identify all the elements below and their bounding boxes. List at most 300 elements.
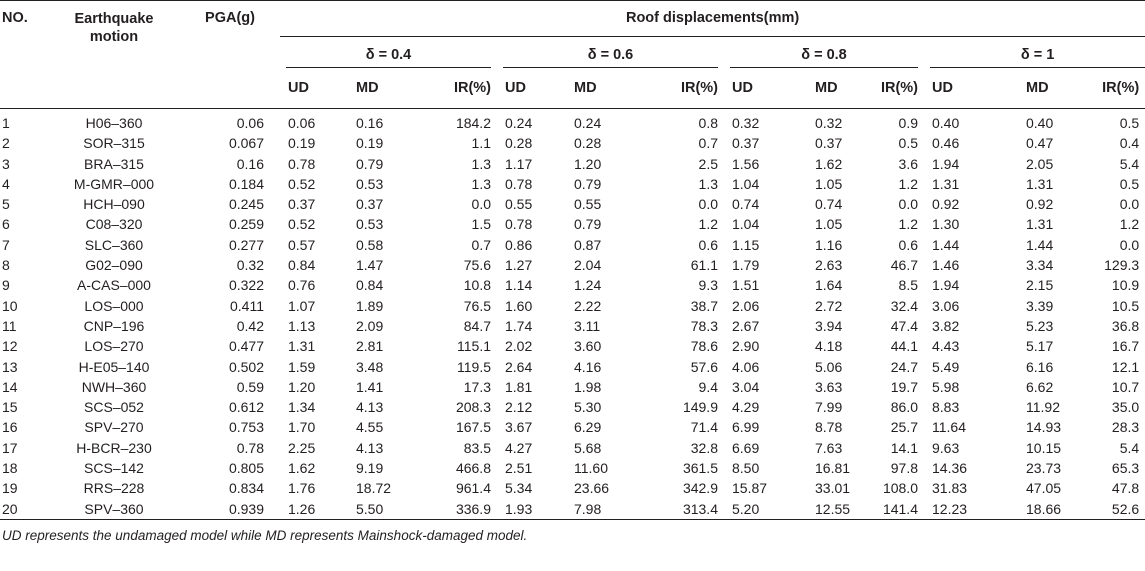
cell-earthquake: A-CAS–000 <box>77 277 151 294</box>
cell-ud: 9.63 <box>932 439 960 456</box>
cell-md: 1.44 <box>1026 236 1054 253</box>
cell-md: 1.98 <box>574 378 602 395</box>
cell-no: 18 <box>2 460 18 477</box>
cell-md: 0.28 <box>574 135 602 152</box>
cell-no: 17 <box>2 439 18 456</box>
cell-pga: 0.322 <box>228 277 264 294</box>
cell-ud: 0.52 <box>288 175 316 192</box>
cell-no: 2 <box>2 135 10 152</box>
cell-ud: 1.74 <box>505 317 533 334</box>
cell-pga: 0.805 <box>228 460 264 477</box>
cell-md: 4.16 <box>574 358 602 375</box>
cell-md: 5.30 <box>574 399 602 416</box>
cell-ud: 0.92 <box>932 196 960 213</box>
cell-md: 0.79 <box>574 175 602 192</box>
table-row <box>0 194 1145 214</box>
cell-ir: 24.7 <box>890 358 918 375</box>
cell-ir: 141.4 <box>865 499 924 520</box>
cell-md: 5.06 <box>815 358 843 375</box>
cell-ir: 78.3 <box>690 317 718 334</box>
cell-md: 14.93 <box>1026 419 1062 436</box>
table-row <box>0 397 1145 417</box>
cell-ud: 1.76 <box>288 480 316 497</box>
cell-ud: 0.19 <box>288 135 316 152</box>
cell-md: 4.55 <box>356 419 384 436</box>
table-row <box>0 133 1145 153</box>
cell-ud: 1.94 <box>932 155 960 172</box>
cell-md: 5.23 <box>1026 317 1054 334</box>
cell-md: 6.62 <box>1026 378 1054 395</box>
cell-ir: 71.4 <box>690 419 718 436</box>
cell-ud: 1.07 <box>288 297 316 314</box>
cell-ir: 0.0 <box>1119 236 1140 253</box>
cell-ud: 2.64 <box>505 358 533 375</box>
cell-md: 18.72 <box>356 480 392 497</box>
cell-pga: 0.067 <box>228 135 264 152</box>
cell-md: 3.34 <box>1026 257 1054 274</box>
cell-ud: 1.14 <box>505 277 533 294</box>
cell-ud: 2.12 <box>505 399 533 416</box>
cell-ir: 1.2 <box>898 175 918 192</box>
cell-ud: 1.44 <box>932 236 960 253</box>
cell-ud: 3.04 <box>732 378 760 395</box>
cell-md: 7.63 <box>815 439 843 456</box>
cell-ud: 0.55 <box>505 196 533 213</box>
cell-ir: 36.8 <box>1111 317 1140 334</box>
cell-ud: 0.28 <box>505 135 533 152</box>
table-row <box>0 357 1145 377</box>
cell-no: 7 <box>2 236 10 253</box>
cell-md: 2.81 <box>356 338 384 355</box>
cell-md: 0.37 <box>815 135 843 152</box>
cell-ud: 0.40 <box>932 115 960 131</box>
cell-ir: 35.0 <box>1111 399 1140 416</box>
cell-ud: 1.04 <box>732 216 760 233</box>
cell-ir: 38.7 <box>690 297 718 314</box>
cell-ud: 1.79 <box>732 257 760 274</box>
cell-md: 1.62 <box>815 155 843 172</box>
cell-md: 2.15 <box>1026 277 1054 294</box>
subheader-md: MD <box>1018 68 1083 109</box>
cell-md: 0.79 <box>356 155 384 172</box>
cell-md: 4.18 <box>815 338 843 355</box>
cell-md: 3.94 <box>815 317 843 334</box>
cell-ud: 0.57 <box>288 236 316 253</box>
table-row <box>0 275 1145 295</box>
cell-md: 0.55 <box>574 196 602 213</box>
cell-ir: 16.7 <box>1111 338 1140 355</box>
cell-md: 23.66 <box>574 480 610 497</box>
cell-ir: 108.0 <box>882 480 918 497</box>
cell-ud: 0.32 <box>732 115 760 131</box>
table-row <box>0 174 1145 194</box>
cell-pga: 0.834 <box>228 480 264 497</box>
cell-earthquake: LOS–270 <box>84 338 144 355</box>
cell-ud: 1.60 <box>505 297 533 314</box>
cell-md: 16.81 <box>815 460 851 477</box>
cell-ud: 0.06 <box>288 115 316 131</box>
cell-ud: 3.67 <box>505 419 533 436</box>
cell-ir: 10.9 <box>1111 277 1140 294</box>
cell-md: 8.78 <box>815 419 843 436</box>
cell-md: 7.99 <box>815 399 843 416</box>
cell-ir: 0.7 <box>471 236 491 253</box>
cell-ud: 8.83 <box>932 399 960 416</box>
cell-no: 4 <box>2 175 10 192</box>
cell-ir: 0.0 <box>898 196 918 213</box>
cell-no: 20 <box>0 499 48 520</box>
cell-ir: 84.7 <box>463 317 491 334</box>
cell-md: 7.98 <box>566 499 643 520</box>
cell-ud: 1.93 <box>497 499 566 520</box>
cell-no: 3 <box>2 155 10 172</box>
table-row <box>0 214 1145 234</box>
cell-md: 3.11 <box>574 317 601 334</box>
cell-no: 14 <box>2 378 18 395</box>
cell-ir: 129.3 <box>1104 257 1140 274</box>
cell-ud: 2.51 <box>505 460 533 477</box>
subheader-ir: IR(%) <box>426 68 497 109</box>
cell-ud: 6.99 <box>732 419 760 436</box>
cell-md: 6.16 <box>1026 358 1054 375</box>
cell-earthquake: H06–360 <box>85 115 143 131</box>
cell-pga: 0.06 <box>236 115 264 131</box>
cell-ud: 1.62 <box>288 460 316 477</box>
cell-md: 0.92 <box>1026 196 1054 213</box>
cell-ir: 1.2 <box>698 216 718 233</box>
cell-ir: 0.0 <box>471 196 491 213</box>
cell-ir: 0.7 <box>698 135 718 152</box>
cell-ir: 12.1 <box>1111 358 1140 375</box>
cell-pga: 0.411 <box>230 297 264 314</box>
cell-earthquake: SCS–142 <box>84 460 144 477</box>
cell-ud: 3.82 <box>932 317 960 334</box>
cell-md: 11.60 <box>574 460 608 477</box>
cell-ir: 44.1 <box>890 338 918 355</box>
table-row <box>0 438 1145 458</box>
cell-md: 6.29 <box>574 419 602 436</box>
cell-earthquake: H-E05–140 <box>78 358 150 375</box>
cell-pga: 0.184 <box>228 175 264 192</box>
table-row <box>0 235 1145 255</box>
cell-no: 1 <box>2 115 10 131</box>
group-delta-0.6: δ = 0.6 <box>497 46 724 68</box>
cell-md: 0.53 <box>356 216 384 233</box>
cell-earthquake: G02–090 <box>85 257 143 274</box>
header-earthquake-motion: Earthquake motion <box>48 1 180 109</box>
cell-ud: 0.46 <box>932 135 960 152</box>
cell-ir: 0.6 <box>898 236 918 253</box>
cell-ud: 1.59 <box>288 358 316 375</box>
cell-md: 4.13 <box>356 399 384 416</box>
cell-ud: 1.04 <box>732 175 760 192</box>
cell-earthquake: NWH–360 <box>81 378 147 395</box>
cell-ir: 1.5 <box>471 216 491 233</box>
cell-md: 3.48 <box>356 358 384 375</box>
cell-md: 1.20 <box>574 155 602 172</box>
cell-md: 2.09 <box>356 317 384 334</box>
cell-ir: 1.3 <box>698 175 718 192</box>
cell-no: 11 <box>2 317 17 334</box>
cell-ud: 5.98 <box>932 378 960 395</box>
table-row <box>0 458 1145 478</box>
cell-pga: 0.42 <box>236 317 264 334</box>
cell-ud: 12.23 <box>924 499 1018 520</box>
cell-ud: 1.31 <box>288 338 316 355</box>
cell-earthquake: HCH–090 <box>83 196 145 213</box>
cell-no: 6 <box>2 216 10 233</box>
table-row <box>0 296 1145 316</box>
cell-ir: 61.1 <box>690 257 718 274</box>
cell-pga: 0.939 <box>180 499 280 520</box>
subheader-md: MD <box>807 68 865 109</box>
cell-pga: 0.612 <box>228 399 264 416</box>
cell-md: 5.68 <box>574 439 602 456</box>
cell-md: 0.19 <box>356 135 384 152</box>
cell-ir: 17.3 <box>463 378 491 395</box>
cell-ud: 1.46 <box>932 257 960 274</box>
subheader-ir: IR(%) <box>865 68 924 109</box>
cell-no: 13 <box>2 358 18 375</box>
cell-ir: 1.1 <box>471 135 491 152</box>
cell-ir: 184.2 <box>455 115 491 131</box>
cell-ir: 28.3 <box>1111 419 1140 436</box>
cell-ir: 0.6 <box>698 236 718 253</box>
cell-pga: 0.753 <box>228 419 264 436</box>
cell-pga: 0.78 <box>236 439 264 456</box>
cell-ir: 0.4 <box>1119 135 1140 152</box>
cell-md: 23.73 <box>1026 460 1062 477</box>
cell-ir: 149.9 <box>682 399 718 416</box>
cell-earthquake: SCS–052 <box>84 399 144 416</box>
cell-ud: 4.29 <box>732 399 760 416</box>
cell-ud: 0.52 <box>288 216 316 233</box>
cell-ud: 4.27 <box>505 439 533 456</box>
cell-ir: 10.7 <box>1111 378 1140 395</box>
cell-md: 2.04 <box>574 257 602 274</box>
cell-ir: 0.0 <box>1119 196 1140 213</box>
table-footnote: UD represents the undamaged model while MD represents Mainshock-damaged model. <box>2 527 528 543</box>
cell-md: 12.55 <box>807 499 865 520</box>
cell-md: 4.13 <box>356 439 384 456</box>
cell-md: 3.63 <box>815 378 843 395</box>
cell-md: 1.31 <box>1026 175 1054 192</box>
cell-ir: 9.3 <box>698 277 718 294</box>
cell-md: 0.84 <box>356 277 384 294</box>
cell-ud: 6.69 <box>732 439 760 456</box>
cell-ud: 1.26 <box>280 499 348 520</box>
cell-pga: 0.277 <box>228 236 264 253</box>
cell-md: 47.05 <box>1026 480 1062 497</box>
cell-pga: 0.502 <box>228 358 264 375</box>
cell-ud: 0.74 <box>732 196 760 213</box>
header-pga: PGA(g) <box>180 1 280 109</box>
cell-ud: 0.24 <box>505 115 533 131</box>
group-delta-0.8: δ = 0.8 <box>724 46 924 68</box>
subheader-ud: UD <box>497 68 566 109</box>
cell-ir: 10.5 <box>1111 297 1140 314</box>
subheader-ud: UD <box>924 68 1018 109</box>
cell-ir: 32.8 <box>690 439 718 456</box>
cell-earthquake: H-BCR–230 <box>76 439 152 456</box>
cell-ir: 1.2 <box>1119 216 1140 233</box>
cell-md: 9.19 <box>356 460 384 477</box>
cell-ir: 119.5 <box>457 358 491 375</box>
cell-pga: 0.16 <box>236 155 264 172</box>
cell-md: 0.58 <box>356 236 384 253</box>
cell-ud: 2.90 <box>732 338 760 355</box>
cell-earthquake: M-GMR–000 <box>73 175 155 192</box>
cell-ir: 961.4 <box>455 480 491 497</box>
cell-ud: 5.20 <box>724 499 807 520</box>
cell-ud: 5.34 <box>505 480 533 497</box>
cell-ud: 0.37 <box>288 196 316 213</box>
cell-ir: 313.4 <box>643 499 724 520</box>
cell-no: 19 <box>2 480 18 497</box>
subheader-ir: IR(%) <box>643 68 724 109</box>
cell-md: 0.79 <box>574 216 602 233</box>
cell-no: 5 <box>2 196 10 213</box>
subheader-ud: UD <box>724 68 807 109</box>
cell-md: 0.40 <box>1026 115 1054 131</box>
cell-ir: 167.5 <box>455 419 491 436</box>
cell-md: 1.24 <box>574 277 602 294</box>
cell-ud: 4.43 <box>932 338 960 355</box>
table-row <box>0 417 1145 437</box>
header-no: NO. <box>0 1 48 109</box>
cell-ud: 1.15 <box>732 236 760 253</box>
cell-ir: 83.5 <box>463 439 491 456</box>
cell-ud: 0.37 <box>732 135 760 152</box>
cell-ud: 3.06 <box>932 297 960 314</box>
cell-no: 10 <box>2 297 18 314</box>
cell-ud: 15.87 <box>732 480 768 497</box>
cell-ir: 86.0 <box>890 399 918 416</box>
cell-ud: 8.50 <box>732 460 760 477</box>
cell-no: 9 <box>2 277 10 294</box>
cell-pga: 0.32 <box>236 257 264 274</box>
cell-no: 12 <box>2 338 18 355</box>
subheader-ir: IR(%) <box>1083 68 1145 109</box>
subheader-md: MD <box>566 68 643 109</box>
cell-ir: 57.6 <box>690 358 718 375</box>
table-row <box>0 499 1145 520</box>
cell-earthquake: CNP–196 <box>83 317 145 334</box>
cell-ir: 1.3 <box>471 175 491 192</box>
cell-ir: 0.5 <box>898 135 918 152</box>
cell-ir: 9.4 <box>698 378 718 395</box>
header-roof-displacements: Roof displacements(mm) <box>280 1 1145 47</box>
cell-ud: 1.81 <box>505 378 533 395</box>
cell-ud: 0.86 <box>505 236 533 253</box>
cell-ir: 1.2 <box>898 216 918 233</box>
cell-earthquake: SLC–360 <box>84 236 144 253</box>
cell-md: 1.31 <box>1026 216 1054 233</box>
cell-md: 10.15 <box>1026 439 1062 456</box>
cell-md: 1.41 <box>356 378 384 395</box>
cell-ud: 0.78 <box>288 155 316 172</box>
cell-ir: 2.5 <box>698 155 718 172</box>
cell-ir: 47.8 <box>1111 480 1140 497</box>
table-row <box>0 316 1145 336</box>
cell-md: 33.01 <box>815 480 851 497</box>
cell-ud: 1.56 <box>732 155 760 172</box>
cell-ud: 1.27 <box>505 257 533 274</box>
table-row <box>0 109 1145 134</box>
cell-ud: 1.70 <box>288 419 316 436</box>
cell-ir: 46.7 <box>890 257 918 274</box>
cell-md: 0.32 <box>815 115 843 131</box>
cell-ud: 2.02 <box>505 338 533 355</box>
cell-earthquake: RRS–228 <box>83 480 145 497</box>
cell-md: 1.47 <box>356 257 384 274</box>
cell-ir: 0.5 <box>1119 115 1140 131</box>
cell-ir: 1.3 <box>471 155 491 172</box>
cell-ir: 342.9 <box>682 480 718 497</box>
cell-ir: 76.5 <box>463 297 491 314</box>
subheader-md: MD <box>348 68 426 109</box>
cell-ir: 14.1 <box>890 439 918 456</box>
table-row <box>0 377 1145 397</box>
cell-ir: 78.6 <box>690 338 718 355</box>
cell-md: 2.72 <box>815 297 843 314</box>
cell-ir: 3.6 <box>898 155 918 172</box>
group-delta-1: δ = 1 <box>924 46 1145 68</box>
cell-md: 0.87 <box>574 236 602 253</box>
cell-ud: 0.78 <box>505 216 533 233</box>
cell-md: 3.39 <box>1026 297 1054 314</box>
cell-ud: 31.83 <box>932 480 968 497</box>
cell-ud: 1.17 <box>505 155 533 172</box>
cell-ud: 2.67 <box>732 317 760 334</box>
cell-md: 18.66 <box>1018 499 1083 520</box>
cell-ir: 0.0 <box>698 196 718 213</box>
cell-md: 11.92 <box>1026 399 1060 416</box>
cell-ir: 115.1 <box>457 338 491 355</box>
cell-md: 0.16 <box>356 115 384 131</box>
cell-md: 0.24 <box>574 115 602 131</box>
cell-earthquake: SPV–270 <box>84 419 144 436</box>
cell-ir: 19.7 <box>890 378 918 395</box>
cell-ir: 5.4 <box>1119 155 1140 172</box>
cell-ud: 2.25 <box>288 439 316 456</box>
cell-pga: 0.59 <box>236 378 264 395</box>
cell-no: 16 <box>2 419 18 436</box>
cell-ir: 10.8 <box>463 277 491 294</box>
cell-earthquake: BRA–315 <box>84 155 144 172</box>
cell-ir: 336.9 <box>426 499 497 520</box>
group-delta-0.4: δ = 0.4 <box>280 46 497 68</box>
cell-ud: 1.20 <box>288 378 316 395</box>
cell-pga: 0.259 <box>228 216 264 233</box>
cell-md: 0.47 <box>1026 135 1054 152</box>
cell-ud: 0.84 <box>288 257 316 274</box>
cell-ir: 97.8 <box>890 460 918 477</box>
cell-pga: 0.477 <box>228 338 264 355</box>
cell-earthquake: SPV–360 <box>48 499 180 520</box>
cell-ir: 0.8 <box>698 115 718 131</box>
cell-md: 3.60 <box>574 338 602 355</box>
cell-ir: 466.8 <box>455 460 491 477</box>
cell-ud: 5.49 <box>932 358 960 375</box>
cell-no: 8 <box>2 257 10 274</box>
cell-ir: 32.4 <box>890 297 918 314</box>
cell-ud: 2.06 <box>732 297 760 314</box>
subheader-ud: UD <box>280 68 348 109</box>
cell-ir: 0.9 <box>898 115 918 131</box>
cell-ir: 5.4 <box>1119 439 1140 456</box>
cell-ud: 1.94 <box>932 277 960 294</box>
